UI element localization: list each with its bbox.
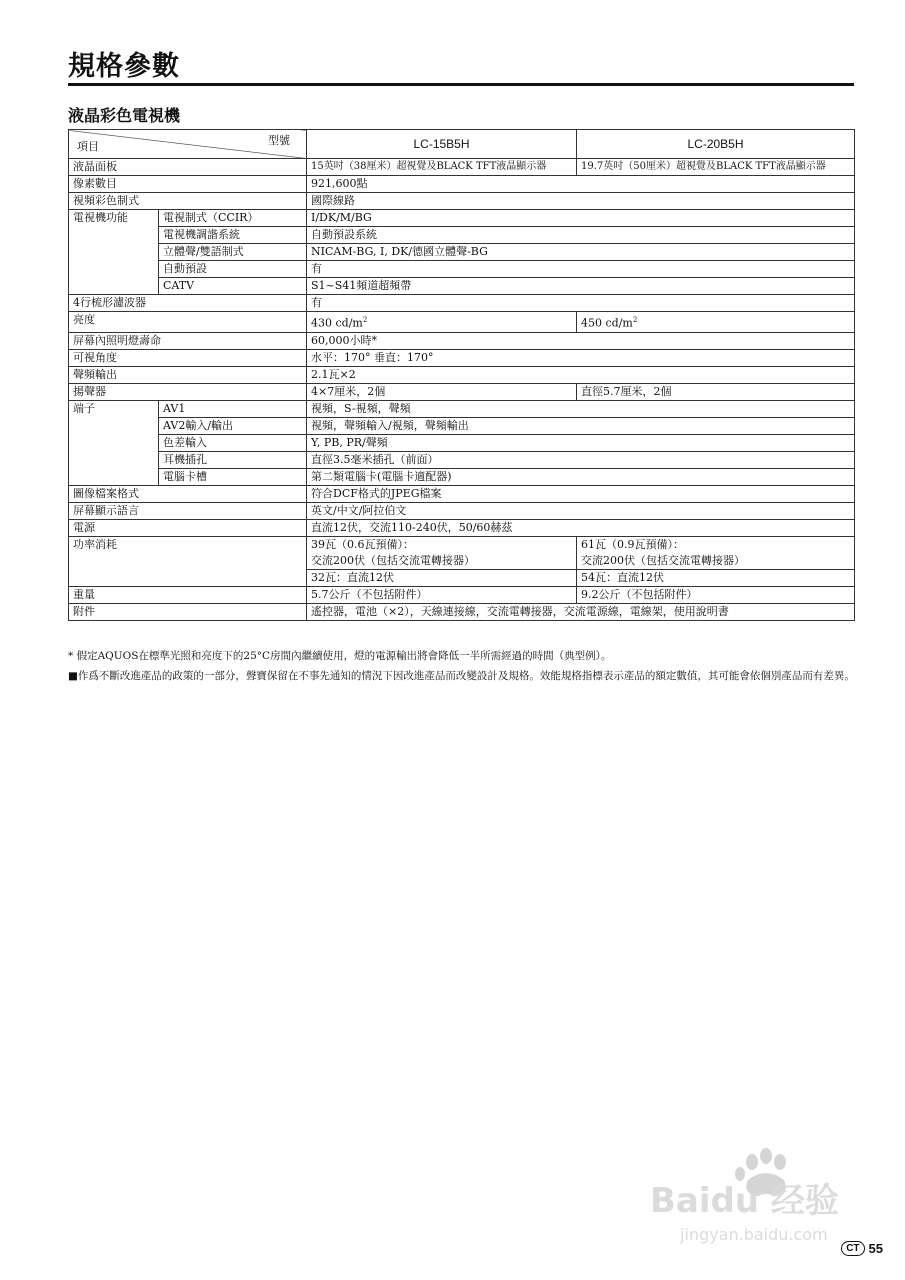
table-row	[69, 519, 855, 536]
table-row	[69, 159, 855, 176]
row-value: 2.1瓦×2	[307, 366, 855, 383]
table-row	[69, 278, 855, 295]
table-row	[69, 383, 855, 400]
row-value: 4×7厘米，2個	[307, 383, 577, 400]
table-row	[69, 332, 855, 349]
row-value: I/DK/M/BG	[307, 210, 855, 227]
row-value: S1~S41頻道超頻帶	[307, 278, 855, 295]
row-value: 符合DCF格式的JPEG檔案	[307, 485, 855, 502]
row-value: 水平：170° 垂直：170°	[307, 349, 855, 366]
sub-label: CATV	[159, 278, 307, 295]
table-row	[69, 502, 855, 519]
table-header-row	[69, 130, 855, 159]
row-value: 視頻，聲頻輸入/視頻，聲頻輸出	[307, 417, 855, 434]
row-label: 揚聲器	[69, 383, 307, 400]
page-footer	[841, 1241, 883, 1256]
table-row	[69, 434, 855, 451]
page-number: 55	[868, 1241, 883, 1256]
table-row	[69, 536, 855, 569]
row-label: 可視角度	[69, 349, 307, 366]
section-subtitle: 液晶彩色電視機	[68, 106, 181, 125]
sub-label: 電腦卡槽	[159, 468, 307, 485]
sub-label: AV2輸入/輸出	[159, 417, 307, 434]
row-label: 液晶面板	[69, 159, 307, 176]
language-badge: CT	[841, 1241, 864, 1256]
table-row	[69, 176, 855, 193]
row-label: 附件	[69, 603, 307, 620]
row-value: 54瓦：直流12伏	[577, 569, 855, 586]
brightness-value-1: 430 cd/m	[311, 316, 363, 330]
power-v2-line2: 交流200伏（包括交流電轉接器）	[581, 553, 745, 567]
row-label: 亮度	[69, 312, 307, 333]
table-row	[69, 349, 855, 366]
table-row	[69, 400, 855, 417]
group-label-terminals: 端子	[69, 400, 159, 485]
row-value	[577, 536, 855, 569]
unit-superscript: 2	[632, 316, 638, 324]
row-label: 功率消耗	[69, 536, 307, 586]
sub-label: AV1	[159, 400, 307, 417]
baidu-watermark-logo	[640, 1140, 840, 1250]
row-label: 視頻彩色制式	[69, 193, 307, 210]
table-row	[69, 451, 855, 468]
unit-superscript: 2	[362, 316, 368, 324]
table-row	[69, 312, 855, 333]
row-value: 國際線路	[307, 193, 855, 210]
table-row	[69, 417, 855, 434]
row-label: 4行梳形濾波器	[69, 295, 307, 312]
row-value	[307, 536, 577, 569]
table-row	[69, 366, 855, 383]
table-row	[69, 603, 855, 620]
table-row	[69, 468, 855, 485]
row-value: 自動預設系統	[307, 227, 855, 244]
group-label-tv: 電視機功能	[69, 210, 159, 295]
row-value: 直徑3.5毫米插孔（前面）	[307, 451, 855, 468]
power-v1-line2: 交流200伏（包括交流電轉接器）	[311, 553, 475, 567]
header-diagonal-cell	[69, 130, 307, 159]
footnote-disclaimer: ■作爲不斷改進產品的政策的一部分，聲寶保留在不事先通知的情況下因改進產品而改變設計及規格。效能規格指標表示產品的額定數值，其可能會依個別產品而有差異。	[68, 670, 855, 682]
row-value	[577, 312, 855, 333]
row-value: 19.7英吋（50厘米）超視覺及BLACK TFT液晶顯示器	[577, 159, 855, 176]
row-value: 視頻，S-視頻，聲頻	[307, 400, 855, 417]
row-value: Y, PB, PR/聲頻	[307, 434, 855, 451]
row-label: 屏幕內照明燈壽命	[69, 332, 307, 349]
row-label: 電源	[69, 519, 307, 536]
title-divider	[68, 83, 854, 86]
row-label: 聲頻輸出	[69, 366, 307, 383]
row-value: 第二類電腦卡(電腦卡適配器)	[307, 468, 855, 485]
row-value: NICAM-BG, I, DK/德國立體聲-BG	[307, 244, 855, 261]
page-title: 規格參數	[68, 51, 180, 82]
row-value: 15英吋（38厘米）超視覺及BLACK TFT液晶顯示器	[307, 159, 577, 176]
table-row	[69, 586, 855, 603]
table-row	[69, 210, 855, 227]
footnote-lamp-life: * 假定AQUOS在標準光照和亮度下的25°C房間內繼續使用，燈的電源輸出將會降低一半所需經過的時間（典型例）。	[68, 650, 612, 662]
spec-table	[68, 129, 855, 621]
header-item-label: 項目	[77, 140, 99, 153]
row-value: 32瓦：直流12伏	[307, 569, 577, 586]
row-value: 9.2公斤（不包括附件）	[577, 586, 855, 603]
watermark-url: jingyan.baidu.com	[680, 1225, 828, 1244]
row-label: 屏幕顯示語言	[69, 502, 307, 519]
sub-label: 自動預設	[159, 261, 307, 278]
row-value	[307, 312, 577, 333]
row-value: 遙控器，電池（×2），天線連接線，交流電轉接器，交流電源線，電線架，使用說明書	[307, 603, 855, 620]
footnotes	[68, 649, 858, 683]
watermark-brand: Baidu 经验	[650, 1181, 839, 1221]
row-value: 直徑5.7厘米，2個	[577, 383, 855, 400]
row-value: 有	[307, 295, 855, 312]
sub-label: 色差輸入	[159, 434, 307, 451]
row-label: 圖像檔案格式	[69, 485, 307, 502]
header-model2: LC-20B5H	[577, 130, 855, 159]
row-value: 60,000小時*	[307, 332, 855, 349]
table-row	[69, 244, 855, 261]
row-value: 921,600點	[307, 176, 855, 193]
row-value: 5.7公斤（不包括附件）	[307, 586, 577, 603]
row-value: 英文/中文/阿拉伯文	[307, 502, 855, 519]
table-row	[69, 261, 855, 278]
sub-label: 立體聲/雙語制式	[159, 244, 307, 261]
sub-label: 耳機插孔	[159, 451, 307, 468]
power-v2-line1: 61瓦（0.9瓦預備）：	[581, 537, 684, 551]
row-label: 像素數目	[69, 176, 307, 193]
table-row	[69, 295, 855, 312]
row-label: 重量	[69, 586, 307, 603]
header-model1: LC-15B5H	[307, 130, 577, 159]
table-row	[69, 193, 855, 210]
table-row	[69, 485, 855, 502]
brightness-value-2: 450 cd/m	[581, 316, 633, 330]
header-model-label: 型號	[268, 134, 290, 147]
row-value: 直流12伏，交流110-240伏，50/60赫茲	[307, 519, 855, 536]
sub-label: 電視機調諧系統	[159, 227, 307, 244]
power-v1-line1: 39瓦（0.6瓦預備）：	[311, 537, 414, 551]
row-value: 有	[307, 261, 855, 278]
table-row	[69, 227, 855, 244]
sub-label: 電視制式（CCIR）	[159, 210, 307, 227]
